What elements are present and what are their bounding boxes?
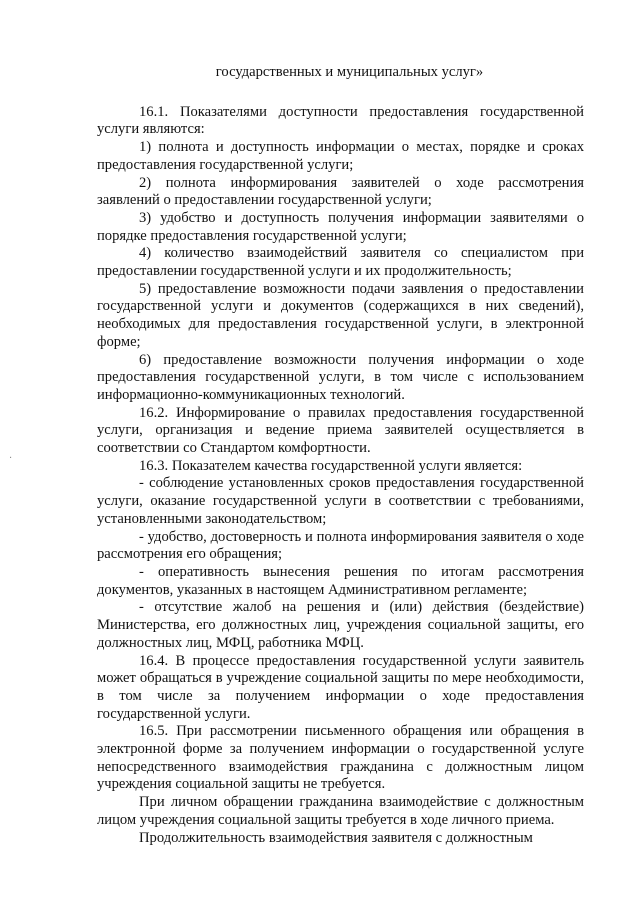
paragraph-16-2: 16.2. Информирование о правилах предоставления государственной услуги, организация и ведение приема заявителей осуществляется в соответствии со Стандартом комфортности. <box>97 404 584 457</box>
document-page <box>97 64 584 847</box>
paragraph-item-6: 6) предоставление возможности получения информации о ходе предоставления государственной услуги, в том числе с использованием информационно-коммуникационных технологий. <box>97 351 584 403</box>
scan-margin-mark: · <box>9 453 13 464</box>
paragraph-dash-4: - отсутствие жалоб на решения и (или) действия (бездействие) Министерства, его должностных лиц, учреждения социальной защиты, его должностных лиц, МФЦ, работника МФЦ. <box>97 599 584 651</box>
paragraph-item-5: 5) предоставление возможности подачи заявления о предоставлении государственной услуги и документов (содержащихся в них сведений), необходимых для предоставления государственной услуги, в электронной форме; <box>97 280 584 350</box>
paragraph-16-1: 16.1. Показателями доступности предоставления государственной услуги являются: <box>97 103 584 138</box>
paragraph-dash-3: - оперативность вынесения решения по итогам рассмотрения документов, указанных в настоящем Административном регламенте; <box>97 563 584 598</box>
paragraph-item-3: 3) удобство и доступность получения информации заявителями о порядке предоставления государственной услуги; <box>97 209 584 244</box>
paragraph-16-5: 16.5. При рассмотрении письменного обращения или обращения в электронной форме за получением информации о государственной услуге непосредственного взаимодействия гражданина с должностным лицом учреждения социальной защиты не требуется. <box>97 723 584 793</box>
paragraph-16-4: 16.4. В процессе предоставления государственной услуги заявитель может обращаться в учреждение социальной защиты по мере необходимости, в том числе за получением информации о ходе предоставления государственной услуги. <box>97 652 584 722</box>
paragraph-16-3: 16.3. Показателем качества государственной услуги является: <box>139 457 523 474</box>
paragraph-personal-visit: При личном обращении гражданина взаимодействие с должностным лицом учреждения социальной защиты требуется в ходе личного приема. <box>97 794 584 828</box>
paragraph-duration: Продолжительность взаимодействия заявителя с должностным <box>139 829 533 846</box>
paragraph-dash-2: - удобство, достоверность и полнота информирования заявителя о ходе рассмотрения его обращения; <box>97 528 584 563</box>
paragraph-item-4: 4) количество взаимодействий заявителя со специалистом при предоставлении государственной услуги и их продолжительность; <box>97 245 584 280</box>
paragraph-dash-1: - соблюдение установленных сроков предоставления государственной услуги, оказание государственной услуги в соответствии с требованиями, установленными законодательством; <box>97 475 584 527</box>
paragraph-item-2: 2) полнота информирования заявителей о ходе рассмотрения заявлений о предоставлении государственной услуги; <box>97 174 584 209</box>
running-header: государственных и муниципальных услуг» <box>215 64 484 80</box>
paragraph-item-1: 1) полнота и доступность информации о местах, порядке и сроках предоставления государственной услуги; <box>97 139 584 173</box>
